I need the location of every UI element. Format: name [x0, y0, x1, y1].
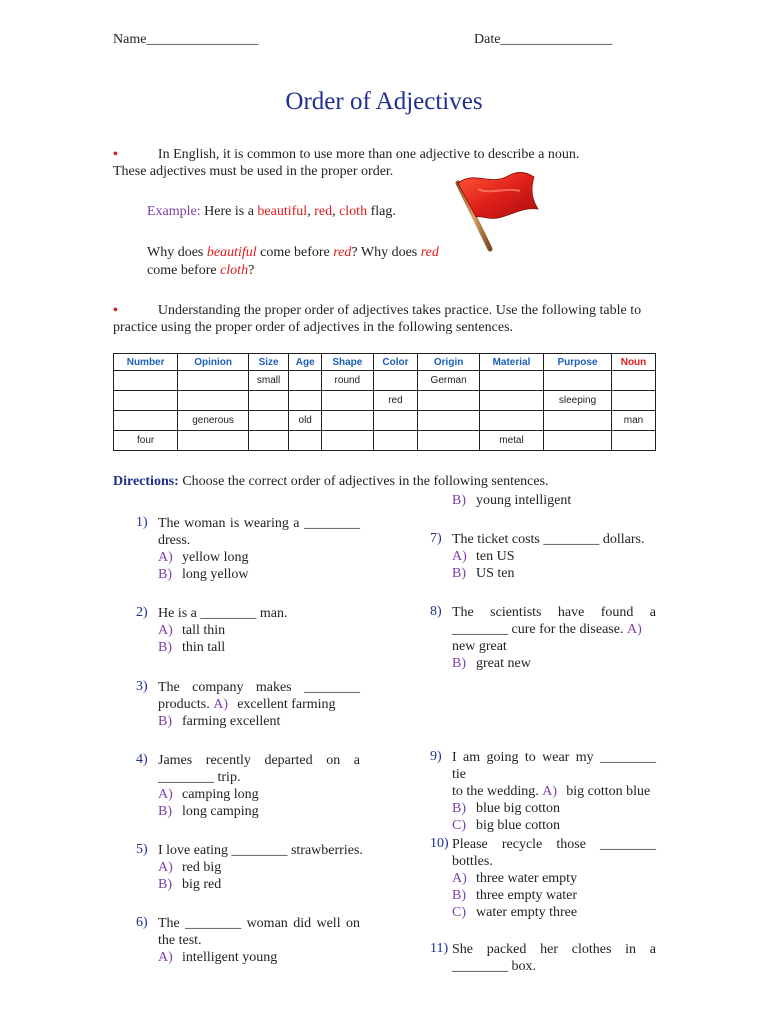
- question-text: She packed her clothes in a: [452, 942, 656, 957]
- table-cell: [322, 411, 373, 431]
- table-cell: [178, 371, 249, 391]
- option-text: big cotton blue: [566, 784, 651, 799]
- why-question: [147, 244, 447, 280]
- option-letter: C): [452, 905, 466, 920]
- name-field-label: Name________________: [113, 32, 259, 47]
- table-cell: [322, 431, 373, 451]
- why-text-4: come before: [147, 263, 217, 278]
- col-header-noun: Noun: [611, 354, 655, 371]
- option-letter: A): [158, 787, 173, 802]
- option-letter: A): [542, 784, 557, 799]
- option-text: excellent farming: [237, 697, 336, 712]
- intro-paragraph-2: [113, 302, 643, 336]
- option-text: three empty water: [476, 888, 578, 903]
- question-number: 4): [136, 752, 148, 767]
- question-number: 1): [136, 515, 148, 530]
- option-text: thin tall: [182, 640, 226, 655]
- question-number: 10): [430, 836, 449, 851]
- table-cell: [479, 371, 543, 391]
- intro-text-1: In English, it is common to use more than one adjective to describe a noun. These adjectives must be used in the proper order.: [113, 147, 580, 179]
- col-header-material: Material: [479, 354, 543, 371]
- why-text-3: ? Why does: [351, 245, 418, 260]
- directions: [113, 474, 549, 490]
- table-cell: small: [248, 371, 288, 391]
- date-field-label: Date________________: [474, 32, 613, 47]
- question-2: [158, 605, 360, 656]
- option-a[interactable]: [213, 697, 335, 712]
- question-number: 6): [136, 915, 148, 930]
- option-letter: A): [158, 950, 173, 965]
- option-text: yellow long: [182, 550, 249, 565]
- table-cell: [114, 411, 178, 431]
- question-number: 9): [430, 749, 442, 764]
- option-b[interactable]: [158, 639, 360, 656]
- col-header-opinion: Opinion: [178, 354, 249, 371]
- table-cell: [544, 431, 612, 451]
- example-word-red: red: [314, 204, 333, 219]
- table-cell: [322, 391, 373, 411]
- question-number: 8): [430, 604, 442, 619]
- question-11: [452, 941, 656, 975]
- option-text: great new: [476, 656, 531, 671]
- adjective-order-table: [113, 353, 656, 451]
- col-header-number: Number: [114, 354, 178, 371]
- table-cell: [611, 371, 655, 391]
- option-text: blue big cotton: [476, 801, 560, 816]
- table-header-row: [114, 354, 656, 371]
- question-text: products.: [158, 697, 210, 712]
- table-row: [114, 431, 656, 451]
- option-b[interactable]: [452, 565, 656, 582]
- question-text: Please recycle those ________: [452, 837, 656, 852]
- col-header-color: Color: [373, 354, 418, 371]
- table-cell: [373, 431, 418, 451]
- table-cell: [178, 391, 249, 411]
- option-b[interactable]: [158, 713, 360, 730]
- table-cell: sleeping: [544, 391, 612, 411]
- red-flag-icon: [450, 165, 540, 253]
- option-letter: B): [158, 877, 172, 892]
- option-letter: B): [452, 888, 466, 903]
- bullet-icon: •: [113, 147, 118, 162]
- col-header-origin: Origin: [418, 354, 479, 371]
- table-cell: [418, 391, 479, 411]
- option-a[interactable]: [158, 786, 360, 803]
- option-letter: B): [452, 801, 466, 816]
- table-cell: [418, 411, 479, 431]
- option-text: young intelligent: [476, 493, 572, 508]
- option-b[interactable]: [452, 492, 571, 509]
- table-cell: [479, 391, 543, 411]
- option-b[interactable]: [452, 800, 656, 817]
- directions-text: Choose the correct order of adjectives in the following sentences.: [182, 474, 549, 489]
- question-text: ________ box.: [452, 959, 536, 974]
- why-word-beautiful: beautiful: [206, 245, 257, 260]
- col-header-shape: Shape: [322, 354, 373, 371]
- question-number: 2): [136, 605, 148, 620]
- table-cell: [289, 391, 322, 411]
- option-letter: A): [626, 622, 642, 637]
- option-c[interactable]: [452, 904, 656, 921]
- option-text: camping long: [182, 787, 259, 802]
- table-row: [114, 411, 656, 431]
- question-1: [158, 515, 360, 583]
- question-7: [452, 531, 656, 582]
- table-cell: metal: [479, 431, 543, 451]
- option-letter: A): [452, 549, 467, 564]
- option-a[interactable]: [158, 622, 360, 639]
- option-letter: B): [452, 493, 466, 508]
- option-letter: A): [158, 550, 173, 565]
- table-cell: [248, 411, 288, 431]
- table-cell: man: [611, 411, 655, 431]
- option-text: long yellow: [182, 567, 249, 582]
- table-row: [114, 391, 656, 411]
- option-text: US ten: [476, 566, 515, 581]
- question-text: The scientists have found a: [452, 605, 656, 620]
- question-text: to the wedding.: [452, 784, 539, 799]
- table-cell: generous: [178, 411, 249, 431]
- table-cell: [418, 431, 479, 451]
- question-text: bottles.: [452, 854, 493, 869]
- question-number: 11): [430, 941, 449, 956]
- question-text: I am going to wear my ________ tie: [452, 750, 656, 782]
- why-word-red: red: [333, 245, 352, 260]
- option-letter: B): [158, 567, 172, 582]
- table-cell: [479, 411, 543, 431]
- table-cell: red: [373, 391, 418, 411]
- option-b[interactable]: [158, 876, 368, 893]
- col-header-purpose: Purpose: [544, 354, 612, 371]
- why-text-1: Why does: [147, 245, 204, 260]
- why-text-5: ?: [248, 263, 255, 278]
- option-letter: B): [158, 804, 172, 819]
- question-10: [452, 836, 656, 921]
- directions-label: Directions:: [113, 474, 179, 489]
- question-text: I love eating ________ strawberries.: [158, 843, 363, 858]
- question-4: [158, 752, 360, 820]
- option-a[interactable]: [542, 784, 650, 799]
- option-text: long camping: [182, 804, 259, 819]
- table-cell: [248, 431, 288, 451]
- option-text: big blue cotton: [476, 818, 560, 833]
- table-cell: [611, 391, 655, 411]
- option-b[interactable]: [452, 887, 656, 904]
- question-text: dress.: [158, 533, 191, 548]
- table-cell: [373, 411, 418, 431]
- option-letter: B): [158, 714, 172, 729]
- why-word-cloth: cloth: [220, 263, 249, 278]
- table-cell: [178, 431, 249, 451]
- option-text: ten US: [476, 549, 515, 564]
- option-b[interactable]: [452, 655, 656, 672]
- question-9: [452, 749, 656, 834]
- table-row: [114, 371, 656, 391]
- example-text-post: flag.: [370, 204, 396, 219]
- table-cell: German: [418, 371, 479, 391]
- question-number: 7): [430, 531, 442, 546]
- option-a[interactable]: [452, 638, 656, 655]
- question-text: The company makes ________: [158, 680, 360, 695]
- question-5: [158, 842, 368, 893]
- table-cell: [544, 371, 612, 391]
- question-number: 3): [136, 679, 148, 694]
- page-title: Order of Adjectives: [285, 88, 483, 115]
- option-text: water empty three: [476, 905, 578, 920]
- option-text: farming excellent: [182, 714, 281, 729]
- option-letter: A): [158, 860, 173, 875]
- table-cell: [114, 371, 178, 391]
- question-3: [158, 679, 360, 730]
- option-b[interactable]: [158, 566, 360, 583]
- question-text: The ticket costs ________ dollars.: [452, 532, 645, 547]
- option-letter: A): [452, 871, 467, 886]
- why-text-2: come before: [260, 245, 330, 260]
- bullet-icon: •: [113, 303, 118, 318]
- table-cell: round: [322, 371, 373, 391]
- table-cell: [373, 371, 418, 391]
- option-a[interactable]: [158, 859, 368, 876]
- option-text: big red: [182, 877, 222, 892]
- question-text: the test.: [158, 933, 202, 948]
- table-cell: [289, 431, 322, 451]
- example-label: Example:: [147, 204, 201, 219]
- option-text: red big: [182, 860, 222, 875]
- example-word-cloth: cloth: [339, 204, 368, 219]
- question-text: He is a ________ man.: [158, 606, 288, 621]
- question-6: [158, 915, 360, 966]
- option-letter: A): [213, 697, 228, 712]
- option-c[interactable]: [452, 817, 656, 834]
- table-cell: [289, 371, 322, 391]
- option-letter: B): [452, 566, 466, 581]
- example-text-pre: Here is a: [204, 204, 254, 219]
- option-a[interactable]: [452, 548, 656, 565]
- table-cell: four: [114, 431, 178, 451]
- question-text: ________ trip.: [158, 770, 241, 785]
- intro-text-2: Understanding the proper order of adjectives takes practice. Use the following table to practice using the proper order of adjectives in the following sentences.: [113, 303, 642, 335]
- col-header-size: Size: [248, 354, 288, 371]
- question-text: James recently departed on a: [158, 753, 360, 768]
- option-letter: B): [158, 640, 172, 655]
- option-letter: C): [452, 818, 466, 833]
- question-text: The ________ woman did well on: [158, 916, 360, 931]
- table-cell: [544, 411, 612, 431]
- option-b[interactable]: [158, 803, 360, 820]
- option-text: three water empty: [476, 871, 578, 886]
- table-cell: [611, 431, 655, 451]
- question-8: [452, 604, 656, 672]
- table-cell: [248, 391, 288, 411]
- option-a[interactable]: [452, 870, 656, 887]
- table-cell: old: [289, 411, 322, 431]
- option-a[interactable]: [158, 549, 360, 566]
- question-text: The woman is wearing a ________: [158, 516, 360, 531]
- col-header-age: Age: [289, 354, 322, 371]
- option-letter: A): [158, 623, 173, 638]
- option-text: new great: [452, 639, 507, 654]
- question-number: 5): [136, 842, 148, 857]
- option-text: tall thin: [182, 623, 226, 638]
- example-line: Example: Here is a beautiful, red, cloth flag.: [147, 204, 396, 219]
- option-a[interactable]: [158, 949, 360, 966]
- option-letter: B): [452, 656, 466, 671]
- option-text: intelligent young: [182, 950, 278, 965]
- question-text: ________ cure for the disease.: [452, 622, 624, 637]
- why-word-red-2: red: [420, 245, 439, 260]
- table-cell: [114, 391, 178, 411]
- example-word-beautiful: beautiful: [257, 204, 308, 219]
